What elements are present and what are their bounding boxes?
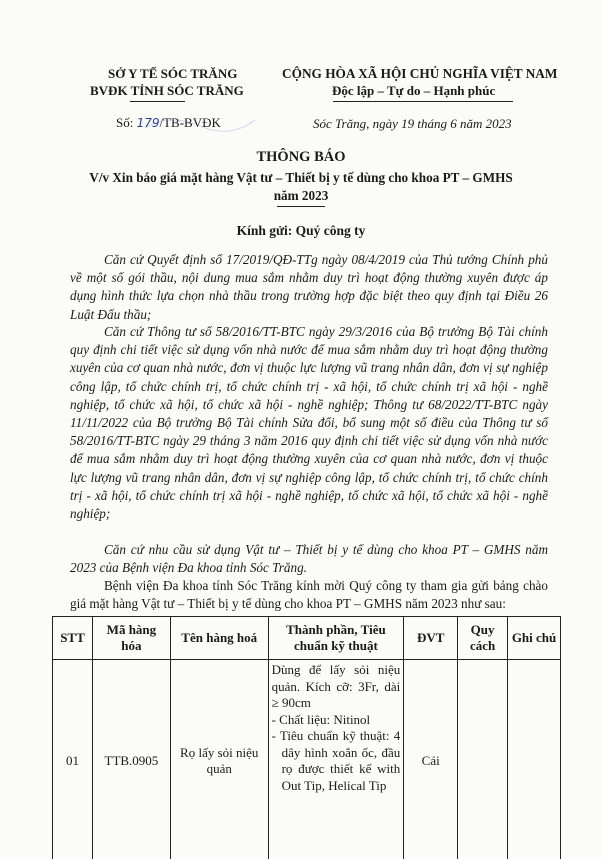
cell-code: TTB.0905 <box>92 660 170 859</box>
header-code: Mã hàng hóa <box>92 617 170 660</box>
salutation: Kính gửi: Quý công ty <box>236 223 366 238</box>
cell-pack <box>458 660 508 859</box>
invitation-paragraph: Bệnh viện Đa khoa tỉnh Sóc Trăng kính mời Quý công ty tham gia gửi bảng chào giá mặt hàng Vật tư – Thiết bị y tế dùng cho khoa PT – GMHS năm 2023 như sau: <box>70 578 548 612</box>
title-underline <box>277 206 325 207</box>
cell-stt: 01 <box>53 660 93 859</box>
cell-unit: Cái <box>404 660 458 859</box>
spec-line: - Chất liệu: Nitinol <box>271 711 371 727</box>
notice-heading: THÔNG BÁO <box>256 149 346 165</box>
nation-title: CỘNG HÒA XÃ HỘI CHỦ NGHĨA VIỆT NAM <box>282 66 558 81</box>
cell-spec <box>268 660 404 859</box>
cell-name: Rọ lấy sỏi niệu quản <box>170 660 268 859</box>
header-spec: Thành phần, Tiêu chuẩn kỹ thuật <box>268 617 404 660</box>
item-table <box>52 616 561 859</box>
doc-number-handwritten: 179 <box>136 116 160 130</box>
header-name: Tên hàng hoá <box>170 617 268 660</box>
place-date: Sóc Trăng, ngày 19 tháng 6 năm 2023 <box>313 116 512 131</box>
table-row <box>53 660 561 859</box>
agency-name: SỞ Y TẾ SÓC TRĂNG <box>108 66 238 81</box>
nation-motto: Độc lập – Tự do – Hạnh phúc <box>332 83 496 98</box>
header-left-underline <box>130 101 185 102</box>
legal-basis-2: Căn cứ Thông tư số 58/2016/TT-BTC ngày 29/3/2016 của Bộ trưởng Bộ Tài chính quy định chi tiết việc sử dụng vốn nhà nước để mua sắm nhằm duy trì hoạt động thường xuyên của cơ quan nhà nước, đơn vị thuộc lực lượng vũ trang nhân dân, đơn vị sự nghiệp công lập, tổ chức chính trị, tổ chức chính trị - xã hội, tổ chức chính trị xã hội - nghề nghiệp, tổ chức xã hội, tổ chức xã hội - nghề nghiệp; Thông tư 68/2022/TT-BTC ngày 11/11/2022 của Bộ trưởng Bộ Tài chính Sửa đổi, bổ sung một số điều của Thông tư số 58/2016/TT-BTC ngày 29 tháng 3 năm 2016 quy định chi tiết việc sử dụng vốn nhà nước để mua sắm nhằm duy trì hoạt động thường xuyên của cơ quan nhà nước, đơn vị thuộc lực lượng vũ trang nhân dân, đơn vị sự nghiệp công lập, tổ chức chính trị, tổ chức chính trị - xã hội, tổ chức chính trị xã hội - nghề nghiệp, tổ chức xã hội, tổ chức xã hội - nghề nghiệp; <box>70 324 548 522</box>
header-stt: STT <box>53 617 93 660</box>
header-unit: ĐVT <box>404 617 458 660</box>
notice-subject-line1: V/v Xin báo giá mặt hàng Vật tư – Thiết bị y tế dùng cho khoa PT – GMHS <box>89 170 513 185</box>
doc-number-label: Số: <box>116 115 134 130</box>
legal-basis-1: Căn cứ Quyết định số 17/2019/QĐ-TTg ngày 08/4/2019 của Thủ tướng Chính phủ về một số gói thầu, nội dung mua sắm nhằm duy trì hoạt động thường xuyên được áp dụng hình thức lựa chọn nhà thầu trong trường hợp đặc biệt theo quy định tại Điều 26 Luật Đấu thầu; <box>70 252 548 322</box>
stamp-mark-icon <box>140 108 260 138</box>
header-note: Ghi chú <box>508 617 561 660</box>
table-header-row <box>53 617 561 660</box>
cell-note <box>508 660 561 859</box>
spec-line: - Tiêu chuẩn kỹ thuật: 4 dây hình xoắn ốc, đầu rọ được thiết kế with Out Tip, Helical Tip <box>271 728 401 793</box>
hospital-name: BVĐK TỈNH SÓC TRĂNG <box>90 83 244 98</box>
header-pack: Quy cách <box>458 617 508 660</box>
legal-basis-3: Căn cứ nhu cầu sử dụng Vật tư – Thiết bị y tế dùng cho khoa PT – GMHS năm 2023 của Bệnh viện Đa khoa tỉnh Sóc Trăng. <box>70 542 548 576</box>
notice-subject-line2: năm 2023 <box>273 188 329 203</box>
doc-number-suffix: /TB-BVĐK <box>159 115 221 130</box>
header-right-underline <box>333 101 513 102</box>
spec-line: Dùng để lấy sỏi niệu quản. Kích cỡ: 3Fr, dài ≥ 90cm <box>271 662 401 710</box>
